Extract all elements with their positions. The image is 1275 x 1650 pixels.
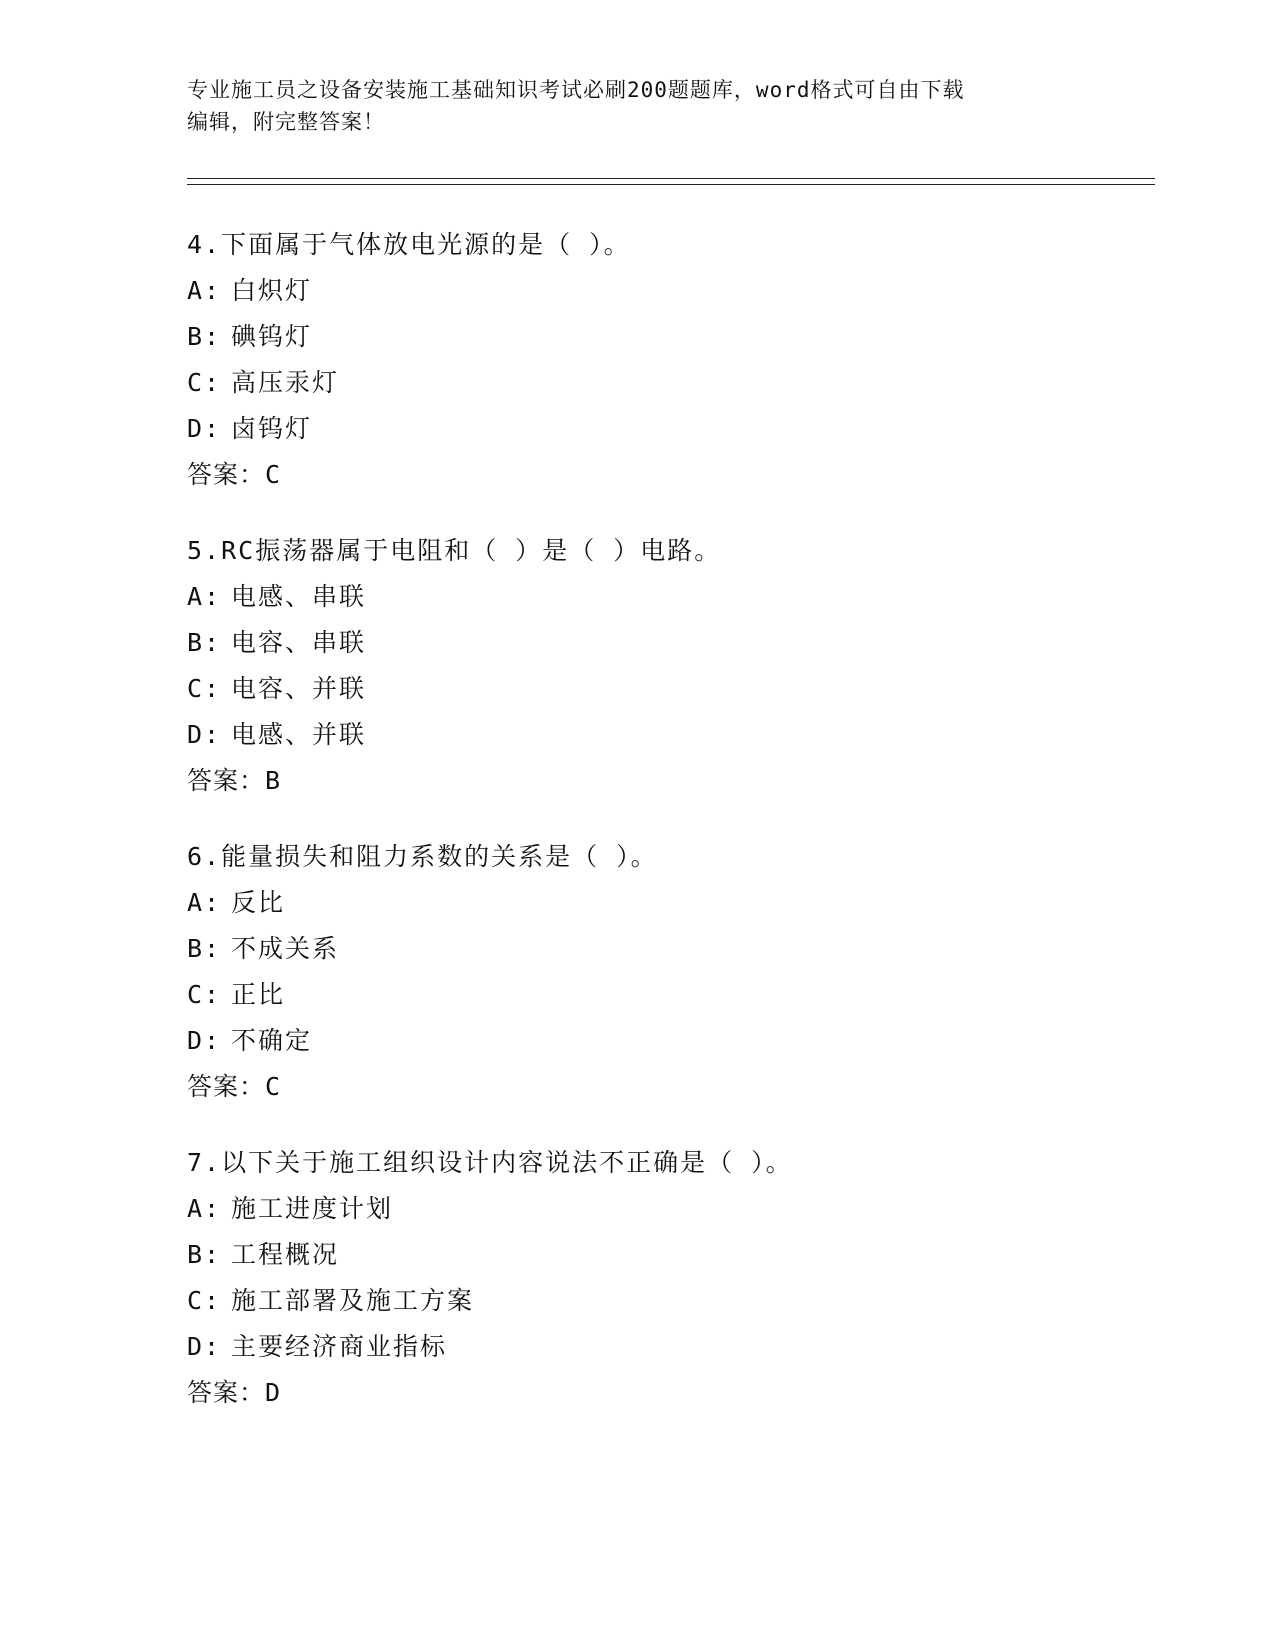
option-d: [187, 1018, 1087, 1064]
question-block: [187, 1140, 1087, 1416]
option-letter: B:: [187, 628, 222, 657]
option-text: 主要经济商业指标: [231, 1332, 448, 1361]
option-text: 电容、并联: [231, 674, 367, 703]
option-c: [187, 1278, 1087, 1324]
option-c: [187, 972, 1087, 1018]
answer-line: [187, 1064, 1087, 1110]
option-text: 高压汞灯: [231, 368, 340, 397]
answer-line: [187, 452, 1087, 498]
question-block: [187, 528, 1087, 804]
option-a: [187, 1186, 1087, 1232]
question-title: 4.下面属于气体放电光源的是（ ）。: [187, 230, 631, 259]
option-text: 电容、串联: [231, 628, 367, 657]
option-b: [187, 1232, 1087, 1278]
option-text: 正比: [231, 980, 286, 1009]
option-b: [187, 314, 1087, 360]
answer-value: B: [265, 766, 281, 795]
answer-label: 答案：: [187, 460, 266, 489]
option-letter: C:: [187, 1286, 222, 1315]
question-block: [187, 222, 1087, 498]
option-letter: D:: [187, 720, 222, 749]
option-d: [187, 406, 1087, 452]
option-text: 施工部署及施工方案: [231, 1286, 475, 1315]
option-a: [187, 880, 1087, 926]
option-a: [187, 268, 1087, 314]
option-letter: D:: [187, 414, 222, 443]
option-letter: D:: [187, 1026, 222, 1055]
option-c: [187, 360, 1087, 406]
option-letter: D:: [187, 1332, 222, 1361]
option-b: [187, 620, 1087, 666]
option-text: 碘钨灯: [231, 322, 313, 351]
option-letter: B:: [187, 934, 222, 963]
option-letter: C:: [187, 674, 222, 703]
option-text: 不确定: [231, 1026, 313, 1055]
header-divider: [187, 178, 1155, 185]
option-d: [187, 1324, 1087, 1370]
option-text: 卤钨灯: [231, 414, 313, 443]
option-text: 不成关系: [231, 934, 340, 963]
option-letter: B:: [187, 322, 222, 351]
question-title: 5.RC振荡器属于电阻和（ ）是（ ）电路。: [187, 536, 722, 565]
header-line-1: 专业施工员之设备安装施工基础知识考试必刷200题题库，word格式可自由下载: [187, 78, 965, 102]
option-a: [187, 574, 1087, 620]
question-block: [187, 834, 1087, 1110]
question-title: 7.以下关于施工组织设计内容说法不正确是（ ）。: [187, 1148, 793, 1177]
option-text: 工程概况: [231, 1240, 340, 1269]
option-d: [187, 712, 1087, 758]
option-letter: B:: [187, 1240, 222, 1269]
answer-line: [187, 758, 1087, 804]
option-text: 电感、串联: [231, 582, 367, 611]
answer-value: C: [265, 460, 281, 489]
answer-label: 答案：: [187, 766, 266, 795]
option-letter: A:: [187, 1194, 222, 1223]
question-title: 6.能量损失和阻力系数的关系是（ ）。: [187, 842, 658, 871]
option-letter: C:: [187, 368, 222, 397]
answer-label: 答案：: [187, 1072, 266, 1101]
answer-value: C: [265, 1072, 281, 1101]
answer-label: 答案：: [187, 1378, 266, 1407]
option-letter: A:: [187, 582, 222, 611]
option-c: [187, 666, 1087, 712]
option-letter: A:: [187, 888, 222, 917]
option-text: 反比: [231, 888, 286, 917]
option-b: [187, 926, 1087, 972]
option-letter: A:: [187, 276, 222, 305]
document-header: [187, 74, 1067, 138]
answer-line: [187, 1370, 1087, 1416]
option-text: 电感、并联: [231, 720, 367, 749]
option-letter: C:: [187, 980, 222, 1009]
header-line-2: 编辑，附完整答案！: [187, 110, 385, 134]
answer-value: D: [265, 1378, 281, 1407]
option-text: 施工进度计划: [231, 1194, 394, 1223]
option-text: 白炽灯: [231, 276, 313, 305]
